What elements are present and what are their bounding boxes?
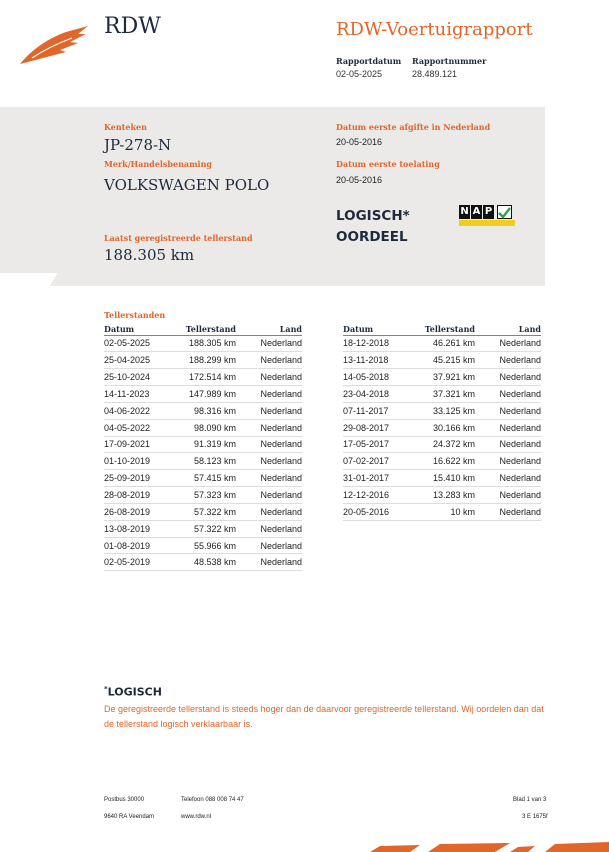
report-title: RDW-Voertuigrapport bbox=[336, 19, 533, 40]
explanation-title bbox=[104, 685, 162, 699]
readings-body-left bbox=[104, 335, 302, 571]
row-odometer: 37.321 km bbox=[415, 386, 475, 403]
table-row bbox=[104, 554, 302, 571]
readings-table-right bbox=[343, 323, 541, 521]
row-date: 02-05-2019 bbox=[104, 554, 176, 571]
row-country: Nederland bbox=[236, 503, 302, 520]
row-odometer: 24.372 km bbox=[415, 436, 475, 453]
row-country: Nederland bbox=[236, 352, 302, 369]
row-date: 04-06-2022 bbox=[104, 402, 176, 419]
row-date: 25-04-2025 bbox=[104, 352, 176, 369]
row-country: Nederland bbox=[475, 352, 541, 369]
row-odometer: 30.166 km bbox=[415, 419, 475, 436]
explanation-title-text: LOGISCH bbox=[107, 685, 162, 699]
footer-postal: 9640 RA Veendam bbox=[104, 814, 155, 820]
nap-letter-n: N bbox=[460, 206, 469, 217]
table-row bbox=[104, 335, 302, 352]
table-row bbox=[104, 352, 302, 369]
last-odometer-label: Laatst geregistreerde tellerstand bbox=[104, 233, 253, 243]
row-country: Nederland bbox=[475, 503, 541, 520]
row-country: Nederland bbox=[475, 335, 541, 352]
row-date: 13-11-2018 bbox=[343, 352, 415, 369]
table-row bbox=[104, 402, 302, 419]
table-row bbox=[343, 386, 541, 403]
table-row bbox=[343, 503, 541, 520]
checkmark-icon bbox=[497, 205, 512, 219]
row-odometer: 55.966 km bbox=[176, 537, 236, 554]
row-country: Nederland bbox=[236, 487, 302, 504]
row-odometer: 57.415 km bbox=[176, 470, 236, 487]
nap-yellow-bar bbox=[459, 220, 515, 226]
footer-code: 3 E 1675f bbox=[522, 814, 548, 820]
row-country: Nederland bbox=[236, 554, 302, 571]
row-country: Nederland bbox=[236, 520, 302, 537]
table-row bbox=[104, 503, 302, 520]
row-date: 07-11-2017 bbox=[343, 402, 415, 419]
row-date: 13-08-2019 bbox=[104, 520, 176, 537]
row-country: Nederland bbox=[475, 369, 541, 386]
nap-seal-icon bbox=[459, 205, 515, 227]
row-date: 18-12-2018 bbox=[343, 335, 415, 352]
report-number-label: Rapportnummer bbox=[412, 56, 487, 66]
footer-page-number: Blad 1 van 3 bbox=[513, 797, 547, 803]
row-odometer: 172.514 km bbox=[176, 369, 236, 386]
row-country: Nederland bbox=[236, 537, 302, 554]
table-row bbox=[343, 335, 541, 352]
orange-swoosh bbox=[360, 838, 609, 852]
first-admission-label: Datum eerste toelating bbox=[336, 159, 440, 169]
footer-phone: Telefoon 088 008 74 47 bbox=[181, 797, 244, 803]
row-country: Nederland bbox=[236, 419, 302, 436]
col-odometer: Tellerstand bbox=[176, 323, 236, 335]
row-date: 12-12-2016 bbox=[343, 487, 415, 504]
first-issue-nl-value: 20-05-2016 bbox=[336, 137, 383, 147]
row-date: 26-08-2019 bbox=[104, 503, 176, 520]
row-date: 04-05-2022 bbox=[104, 419, 176, 436]
table-header-row bbox=[104, 323, 302, 335]
table-row bbox=[104, 386, 302, 403]
row-country: Nederland bbox=[475, 453, 541, 470]
row-date: 17-05-2017 bbox=[343, 436, 415, 453]
table-row bbox=[343, 419, 541, 436]
col-country: Land bbox=[236, 323, 302, 335]
make-label: Merk/Handelsbenaming bbox=[104, 159, 213, 169]
band-tail bbox=[0, 272, 545, 286]
row-date: 01-10-2019 bbox=[104, 453, 176, 470]
footnote-marker: * bbox=[104, 685, 108, 693]
row-odometer: 188.299 km bbox=[176, 352, 236, 369]
table-header-row bbox=[343, 323, 541, 335]
row-odometer: 33.125 km bbox=[415, 402, 475, 419]
plate-value: JP-278-N bbox=[104, 136, 172, 154]
row-date: 28-08-2019 bbox=[104, 487, 176, 504]
verdict bbox=[336, 206, 410, 248]
row-country: Nederland bbox=[475, 470, 541, 487]
row-date: 31-01-2017 bbox=[343, 470, 415, 487]
row-country: Nederland bbox=[236, 436, 302, 453]
row-odometer: 48.538 km bbox=[176, 554, 236, 571]
readings-table-left bbox=[104, 323, 302, 571]
first-issue-nl-label: Datum eerste afgifte in Nederland bbox=[336, 122, 491, 132]
col-date: Datum bbox=[343, 323, 415, 335]
table-row bbox=[104, 487, 302, 504]
row-country: Nederland bbox=[475, 487, 541, 504]
footer-website[interactable]: www.rdw.nl bbox=[181, 814, 212, 820]
row-date: 23-04-2018 bbox=[343, 386, 415, 403]
table-row bbox=[343, 402, 541, 419]
table-row bbox=[104, 470, 302, 487]
row-country: Nederland bbox=[475, 436, 541, 453]
table-row bbox=[104, 436, 302, 453]
footer-po-box: Postbus 30000 bbox=[104, 797, 145, 803]
plate-label: Kenteken bbox=[104, 122, 147, 132]
table-row bbox=[104, 453, 302, 470]
row-country: Nederland bbox=[475, 402, 541, 419]
readings-body-right bbox=[343, 335, 541, 520]
table-row bbox=[343, 487, 541, 504]
row-date: 25-10-2024 bbox=[104, 369, 176, 386]
explanation-text: De geregistreerde tellerstand is steeds hoger dan de daarvoor geregistreerde tellerstand. Wij oordelen dan dat de tellerstand logisch verklaarbaar is. bbox=[104, 704, 544, 729]
row-odometer: 45.215 km bbox=[415, 352, 475, 369]
make-value: VOLKSWAGEN POLO bbox=[104, 176, 270, 194]
row-date: 20-05-2016 bbox=[343, 503, 415, 520]
first-admission-value: 20-05-2016 bbox=[336, 175, 383, 185]
row-odometer: 13.283 km bbox=[415, 487, 475, 504]
row-odometer: 57.322 km bbox=[176, 503, 236, 520]
row-country: Nederland bbox=[236, 369, 302, 386]
table-row bbox=[104, 369, 302, 386]
row-odometer: 57.322 km bbox=[176, 520, 236, 537]
row-country: Nederland bbox=[236, 453, 302, 470]
table-row bbox=[104, 419, 302, 436]
last-odometer-value: 188.305 km bbox=[104, 246, 195, 264]
brand-name: RDW bbox=[104, 14, 161, 39]
row-odometer: 188.305 km bbox=[176, 335, 236, 352]
table-row bbox=[104, 537, 302, 554]
col-date: Datum bbox=[104, 323, 176, 335]
row-odometer: 58.123 km bbox=[176, 453, 236, 470]
rdw-wing-logo bbox=[18, 22, 90, 68]
row-country: Nederland bbox=[236, 335, 302, 352]
row-date: 01-08-2019 bbox=[104, 537, 176, 554]
table-row bbox=[343, 453, 541, 470]
row-odometer: 10 km bbox=[415, 503, 475, 520]
table-row bbox=[104, 520, 302, 537]
report-number: 28.489.121 bbox=[412, 69, 458, 79]
row-date: 17-09-2021 bbox=[104, 436, 176, 453]
col-odometer: Tellerstand bbox=[415, 323, 475, 335]
report-date: 02-05-2025 bbox=[336, 69, 383, 79]
row-country: Nederland bbox=[236, 386, 302, 403]
row-odometer: 37.921 km bbox=[415, 369, 475, 386]
row-odometer: 16.622 km bbox=[415, 453, 475, 470]
table-row bbox=[343, 470, 541, 487]
row-date: 14-11-2023 bbox=[104, 386, 176, 403]
row-country: Nederland bbox=[236, 470, 302, 487]
nap-letter-a: A bbox=[472, 206, 481, 217]
nap-letter-p: P bbox=[484, 206, 493, 217]
row-date: 02-05-2025 bbox=[104, 335, 176, 352]
readings-title: Tellerstanden bbox=[104, 310, 166, 320]
row-odometer: 98.090 km bbox=[176, 419, 236, 436]
report-date-label: Rapportdatum bbox=[336, 56, 402, 66]
row-date: 14-05-2018 bbox=[343, 369, 415, 386]
table-row bbox=[343, 436, 541, 453]
row-odometer: 15.410 km bbox=[415, 470, 475, 487]
row-country: Nederland bbox=[236, 402, 302, 419]
row-date: 25-09-2019 bbox=[104, 470, 176, 487]
verdict-line-2: OORDEEL bbox=[336, 229, 408, 245]
row-odometer: 147.989 km bbox=[176, 386, 236, 403]
verdict-line-1: LOGISCH* bbox=[336, 208, 410, 224]
row-date: 29-08-2017 bbox=[343, 419, 415, 436]
row-country: Nederland bbox=[475, 386, 541, 403]
row-odometer: 57.323 km bbox=[176, 487, 236, 504]
row-country: Nederland bbox=[475, 419, 541, 436]
row-odometer: 98.316 km bbox=[176, 402, 236, 419]
table-row bbox=[343, 352, 541, 369]
row-odometer: 46.261 km bbox=[415, 335, 475, 352]
row-date: 07-02-2017 bbox=[343, 453, 415, 470]
row-odometer: 91.319 km bbox=[176, 436, 236, 453]
col-country: Land bbox=[475, 323, 541, 335]
table-row bbox=[343, 369, 541, 386]
